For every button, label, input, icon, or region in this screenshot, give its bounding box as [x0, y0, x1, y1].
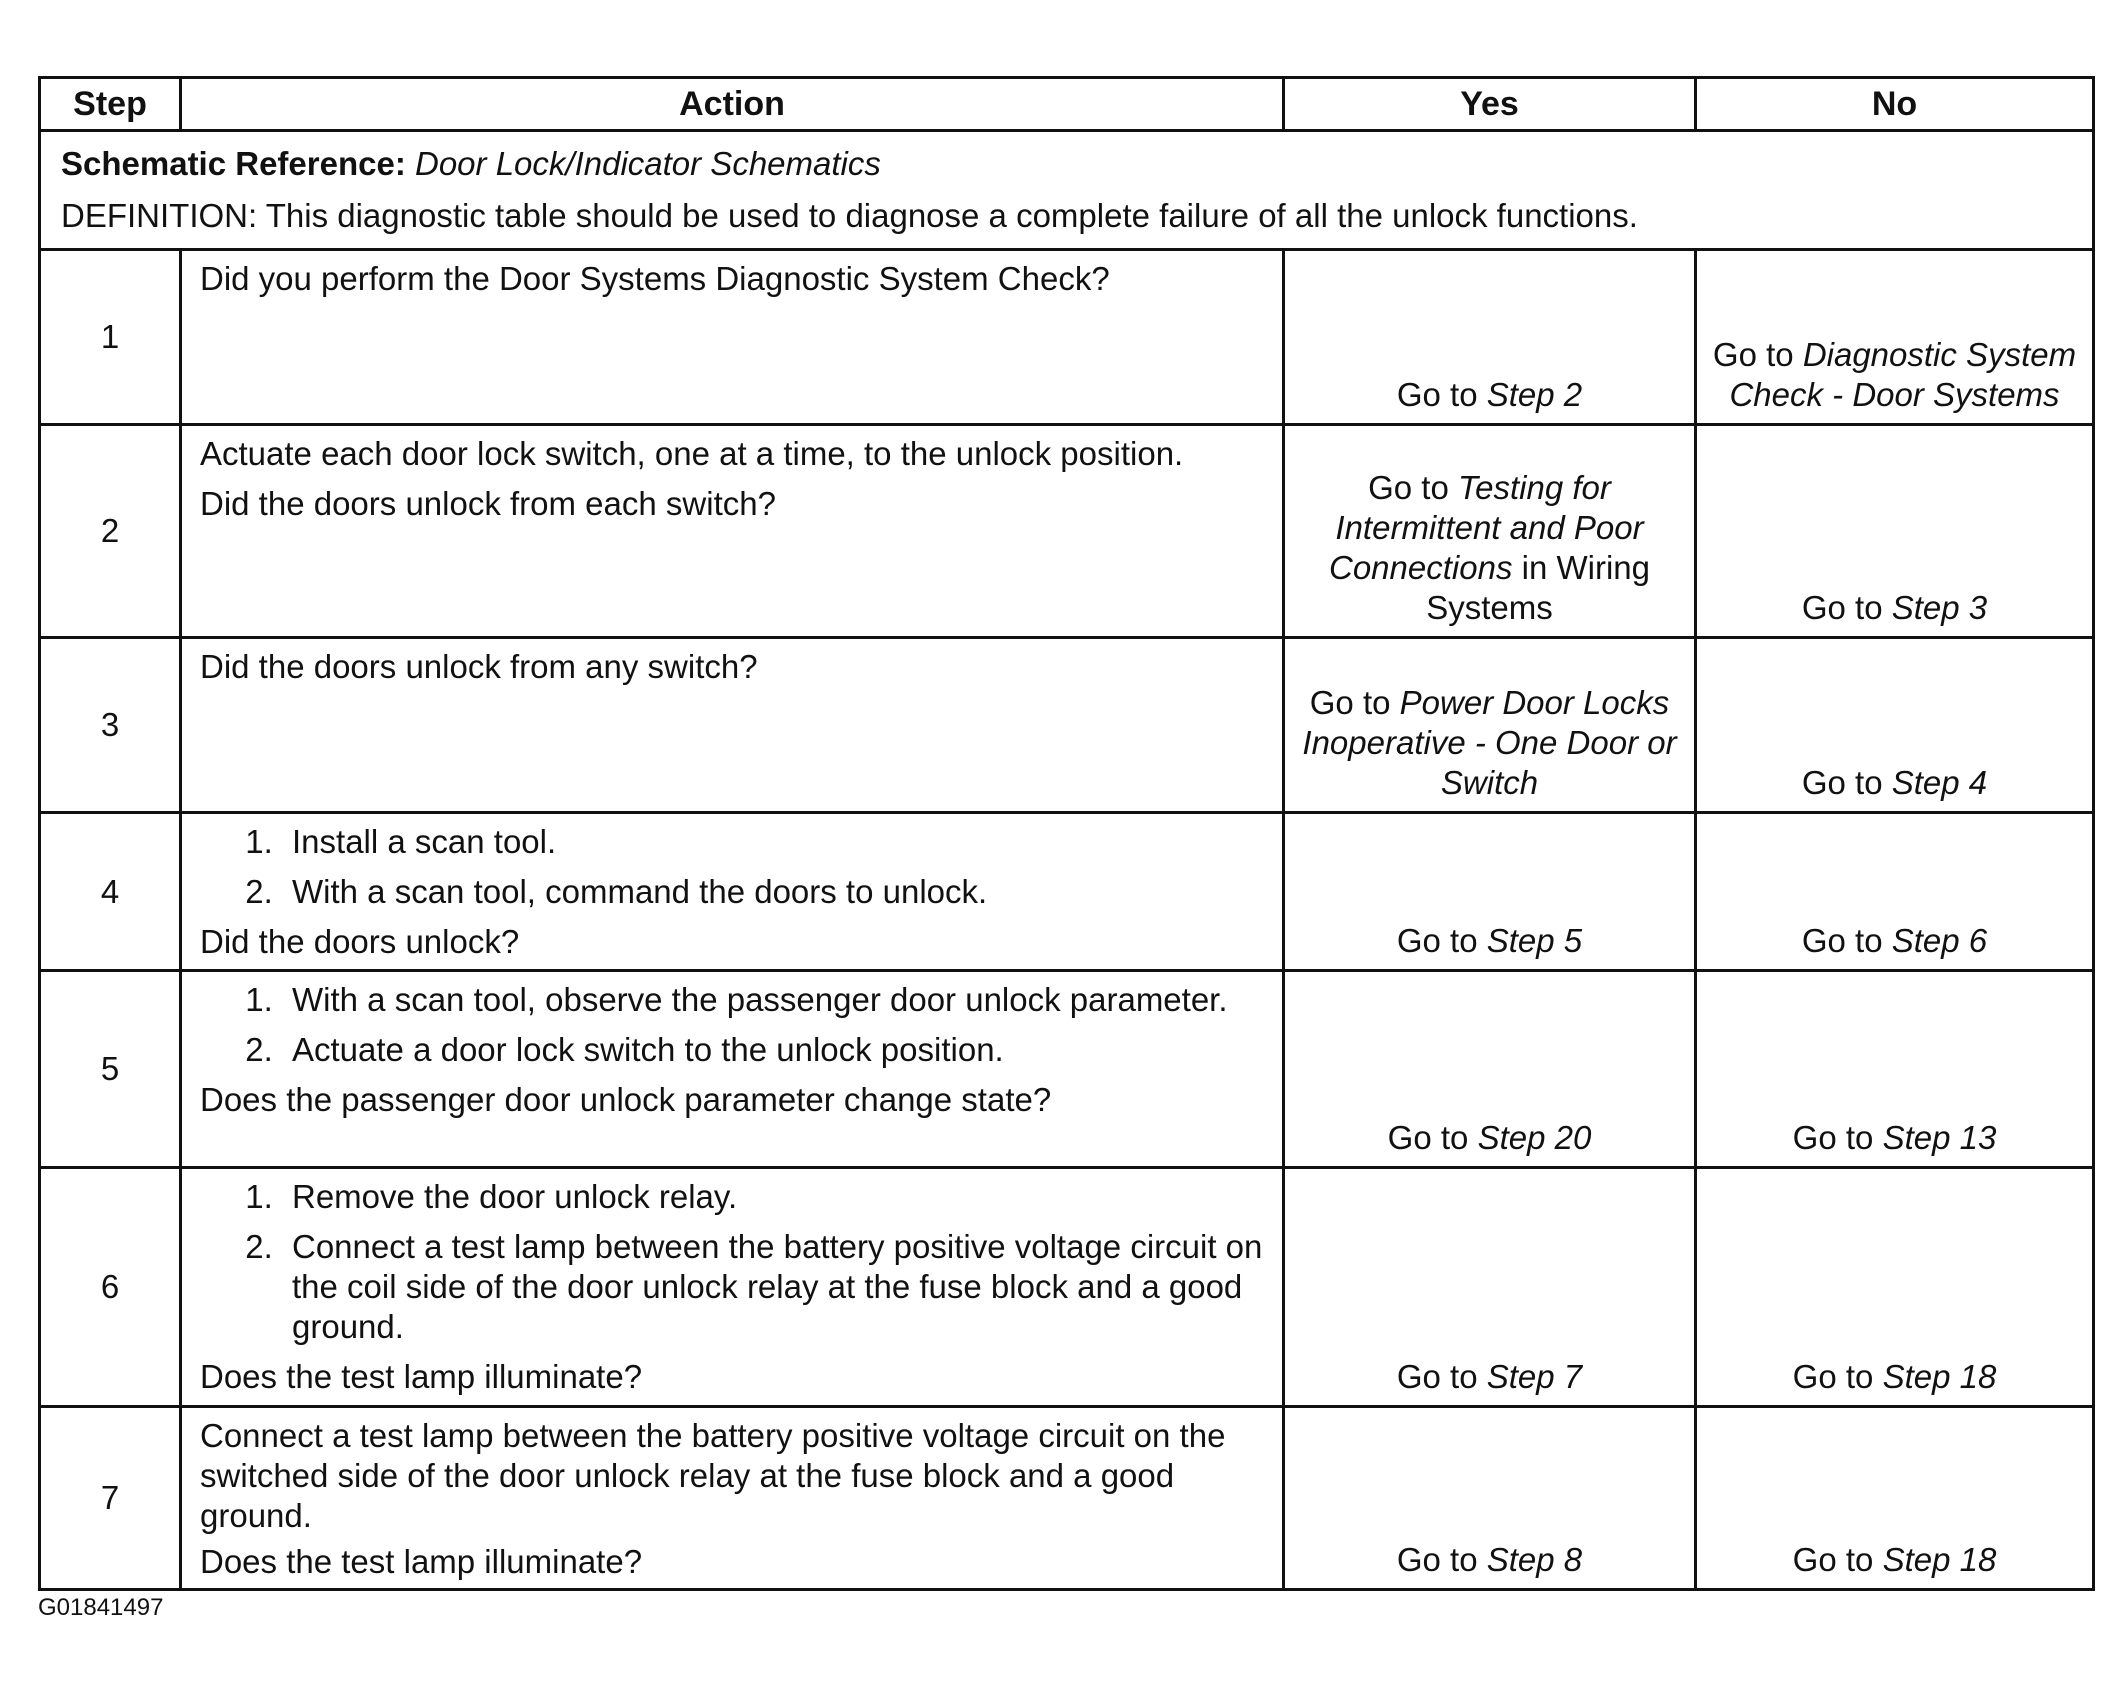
action-step-item: 2. Connect a test lamp between the battery positive voltage circuit on the coil side of the door unlock relay at the fuse block and a good ground. — [282, 1227, 1264, 1347]
yes-prefix: Go to — [1368, 469, 1449, 506]
definition-text: DEFINITION: This diagnostic table should be used to diagnose a complete failure of all the unlock functions. — [61, 197, 1638, 234]
yes-link[interactable]: Step 5 — [1486, 922, 1583, 959]
action-cell — [181, 1407, 1284, 1590]
yes-prefix: Go to — [1396, 922, 1478, 959]
yes-prefix: Go to — [1396, 1358, 1478, 1395]
action-instruction: Actuate each door lock switch, one at a time, to the unlock position. — [200, 435, 1184, 472]
action-cell — [181, 250, 1284, 425]
action-cell — [181, 1168, 1284, 1407]
action-question: Did the doors unlock from any switch? — [200, 648, 758, 685]
table-row — [40, 425, 2094, 638]
yes-link[interactable]: Step 2 — [1486, 376, 1583, 413]
yes-prefix: Go to — [1387, 1119, 1469, 1156]
no-cell — [1696, 425, 2094, 638]
yes-cell — [1284, 425, 1696, 638]
no-prefix: Go to — [1801, 922, 1883, 959]
no-link[interactable]: Step 13 — [1882, 1119, 1997, 1156]
no-prefix: Go to — [1792, 1119, 1874, 1156]
action-cell — [181, 425, 1284, 638]
no-link[interactable]: Step 4 — [1891, 764, 1988, 801]
yes-link[interactable]: Power Door Locks Inoperative - One Door or Switch — [1302, 684, 1677, 801]
no-link[interactable]: Step 6 — [1891, 922, 1988, 959]
header-yes: Yes — [1284, 78, 1696, 131]
table-row — [40, 638, 2094, 813]
step-number: 7 — [40, 1407, 181, 1590]
banner-row — [40, 131, 2094, 250]
action-step-item: 2. Actuate a door lock switch to the unlock position. — [282, 1030, 1264, 1070]
action-question: Did the doors unlock? — [200, 923, 520, 960]
table-header-row — [40, 78, 2094, 131]
table-row — [40, 971, 2094, 1168]
diagnostic-table — [38, 76, 2095, 1591]
yes-link[interactable]: Step 20 — [1477, 1119, 1592, 1156]
yes-prefix: Go to — [1396, 376, 1478, 413]
action-step-item: 1. With a scan tool, observe the passenger door unlock parameter. — [282, 980, 1264, 1020]
action-question: Does the test lamp illuminate? — [200, 1358, 643, 1395]
schematic-reference-value: Door Lock/Indicator Schematics — [415, 145, 881, 182]
no-cell — [1696, 638, 2094, 813]
table-row — [40, 1168, 2094, 1407]
action-steps-list — [200, 822, 1264, 912]
yes-suffix: in Wiring Systems — [1426, 549, 1650, 626]
header-no: No — [1696, 78, 2094, 131]
header-step: Step — [40, 78, 181, 131]
no-prefix: Go to — [1792, 1541, 1874, 1578]
action-question: Does the test lamp illuminate? — [200, 1543, 643, 1580]
no-link[interactable]: Diagnostic System Check - Door Systems — [1729, 336, 2077, 413]
yes-link[interactable]: Step 7 — [1486, 1358, 1583, 1395]
no-link[interactable]: Step 18 — [1882, 1541, 1997, 1578]
action-step-item: 1. Install a scan tool. — [282, 822, 1264, 862]
no-prefix: Go to — [1712, 336, 1794, 373]
action-cell — [181, 813, 1284, 971]
yes-prefix: Go to — [1309, 684, 1391, 721]
no-link[interactable]: Step 18 — [1882, 1358, 1997, 1395]
table-row — [40, 1407, 2094, 1590]
no-cell — [1696, 813, 2094, 971]
figure-id: G01841497 — [38, 1594, 164, 1621]
header-action: Action — [181, 78, 1284, 131]
no-cell — [1696, 250, 2094, 425]
step-number: 5 — [40, 971, 181, 1168]
action-step-item: 1. Remove the door unlock relay. — [282, 1177, 1264, 1217]
yes-cell — [1284, 813, 1696, 971]
yes-link[interactable]: Step 8 — [1486, 1541, 1583, 1578]
action-question: Does the passenger door unlock parameter change state? — [200, 1081, 1052, 1118]
action-question: Did the doors unlock from each switch? — [200, 485, 776, 522]
step-number: 6 — [40, 1168, 181, 1407]
no-prefix: Go to — [1801, 589, 1883, 626]
action-question: Did you perform the Door Systems Diagnostic System Check? — [200, 260, 1110, 297]
no-prefix: Go to — [1792, 1358, 1874, 1395]
table-row — [40, 250, 2094, 425]
no-cell — [1696, 1168, 2094, 1407]
action-cell — [181, 638, 1284, 813]
no-link[interactable]: Step 3 — [1891, 589, 1988, 626]
banner-cell — [40, 131, 2094, 250]
yes-link[interactable]: Testing for Intermittent and Poor Connections — [1329, 469, 1644, 586]
no-prefix: Go to — [1801, 764, 1883, 801]
action-instruction: Connect a test lamp between the battery positive voltage circuit on the switched side of the door unlock relay at the fuse block and a good ground. — [200, 1417, 1226, 1534]
yes-cell — [1284, 638, 1696, 813]
step-number: 3 — [40, 638, 181, 813]
step-number: 1 — [40, 250, 181, 425]
schematic-reference — [61, 138, 2072, 190]
step-number: 2 — [40, 425, 181, 638]
step-number: 4 — [40, 813, 181, 971]
yes-cell — [1284, 250, 1696, 425]
table-row — [40, 813, 2094, 971]
yes-cell — [1284, 971, 1696, 1168]
yes-prefix: Go to — [1396, 1541, 1478, 1578]
action-cell — [181, 971, 1284, 1168]
schematic-reference-label: Schematic Reference: — [61, 145, 406, 182]
action-step-item: 2. With a scan tool, command the doors to unlock. — [282, 872, 1264, 912]
yes-cell — [1284, 1168, 1696, 1407]
no-cell — [1696, 1407, 2094, 1590]
no-cell — [1696, 971, 2094, 1168]
yes-cell — [1284, 1407, 1696, 1590]
action-steps-list — [200, 980, 1264, 1070]
action-steps-list — [200, 1177, 1264, 1347]
